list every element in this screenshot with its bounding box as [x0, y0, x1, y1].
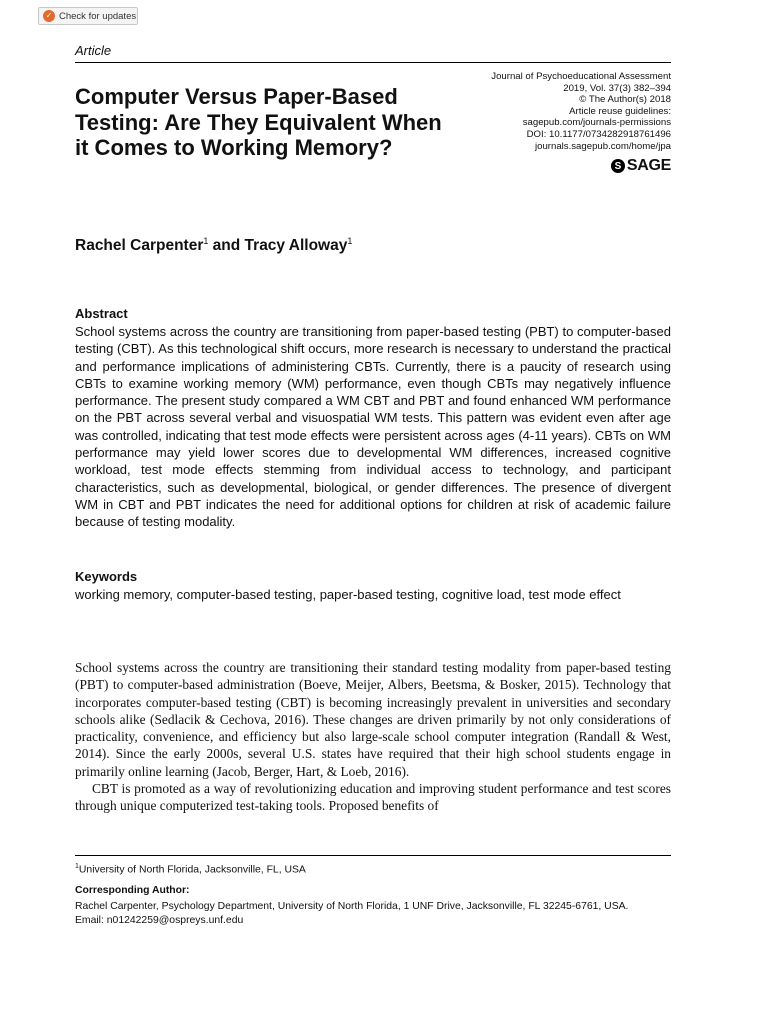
journal-volume: 2019, Vol. 37(3) 382–394 [563, 82, 671, 94]
sage-wordmark: SAGE [626, 157, 671, 174]
affiliation-marker: 1 [347, 236, 353, 246]
journal-home-link[interactable]: journals.sagepub.com/home/jpa [535, 140, 671, 152]
affiliation-marker: 1 [203, 236, 209, 246]
author-name[interactable]: Rachel Carpenter [75, 237, 204, 255]
body-paragraph: CBT is promoted as a way of revolutionizing education and improving student performance and test scores through unique computerized test-taking tools. Proposed benefits of [75, 781, 671, 814]
reuse-link[interactable]: sagepub.com/journals-permissions [522, 117, 671, 129]
author-line [75, 236, 352, 255]
author-conjunction: and [208, 237, 245, 255]
author-name[interactable]: Tracy Alloway [244, 237, 348, 255]
journal-meta [491, 71, 671, 152]
body-text [75, 659, 671, 815]
article-title: Computer Versus Paper-Based Testing: Are They Equivalent When it Comes to Working Memory? [75, 84, 442, 160]
article-type-label: Article [75, 43, 112, 58]
header-rule [75, 62, 671, 63]
footnote-rule [75, 855, 671, 856]
doi-link[interactable]: DOI: 10.1177/0734282918761496 [526, 128, 671, 140]
check-for-updates-badge[interactable] [38, 7, 138, 25]
keywords-heading: Keywords [75, 569, 138, 584]
sage-logo [611, 157, 671, 175]
keywords-text: working memory, computer-based testing, paper-based testing, cognitive load, test mode effect [75, 587, 621, 602]
reuse-label: Article reuse guidelines: [569, 105, 671, 117]
sage-s-icon: S [611, 159, 625, 173]
corresponding-author-heading: Corresponding Author: [75, 885, 190, 896]
journal-name: Journal of Psychoeducational Assessment [491, 71, 671, 82]
affiliation-footnote [75, 863, 306, 875]
body-paragraph: School systems across the country are transitioning their standard testing modality from paper-based testing (PBT) to computer-based administration (Boeve, Meijer, Albers, Beetsma, & Bosker, 2015). Technology that incorporates computer-based testing (CBT) is becoming increasingly prevalent in universities and secondary schools alike (Sedlacik & Cechova, 2016). These changes are driven primarily by not only considerations of practicality, convenience, and efficiency but also large-scale school computer integration (Randall & West, 2014). Since the early 2000s, several U.S. states have required that their high school students engage in primarily online learning (Jacob, Berger, Hart, & Loeb, 2016). [75, 660, 671, 779]
corresponding-email[interactable]: Email: n01242259@ospreys.unf.edu [75, 915, 244, 926]
affiliation-text: University of North Florida, Jacksonville, FL, USA [78, 864, 306, 876]
affiliation-marker: 1 [75, 863, 79, 870]
check-for-updates-label: Check for updates [59, 10, 137, 22]
abstract-text: School systems across the country are transitioning from paper-based testing (PBT) to computer-based testing (CBT). As this technological shift occurs, more research is necessary to understand the practical and performance implications of administering CBTs. Currently, there is a paucity of research using CBTs to examine working memory (WM) performance, even though CBTs may negatively influence performance. The present study compared a WM CBT and PBT and found enhanced WM performance on the PBT across several verbal and visuospatial WM tests. This pattern was evident even after age was controlled, indicating that test mode effects were persistent across ages (4-11 years). CBTs on WM performance may yield lower scores due to developmental WM differences, increased cognitive workload, test mode effects stemming from individual access to technology, and participant characteristics, such as developmental, biological, or gender differences. The presence of divergent WM in CBT and PBT indicates the need for additional options for children at risk of academic failure because of testing modality. [75, 324, 671, 530]
corresponding-address: Rachel Carpenter, Psychology Department, University of North Florida, 1 UNF Drive, Jacksonville, FL 32245-6761, USA. [75, 901, 629, 912]
abstract-heading: Abstract [75, 306, 128, 321]
corresponding-author-details [75, 900, 675, 928]
journal-copyright: © The Author(s) 2018 [579, 94, 671, 106]
refresh-check-icon: ✓ [43, 10, 55, 22]
